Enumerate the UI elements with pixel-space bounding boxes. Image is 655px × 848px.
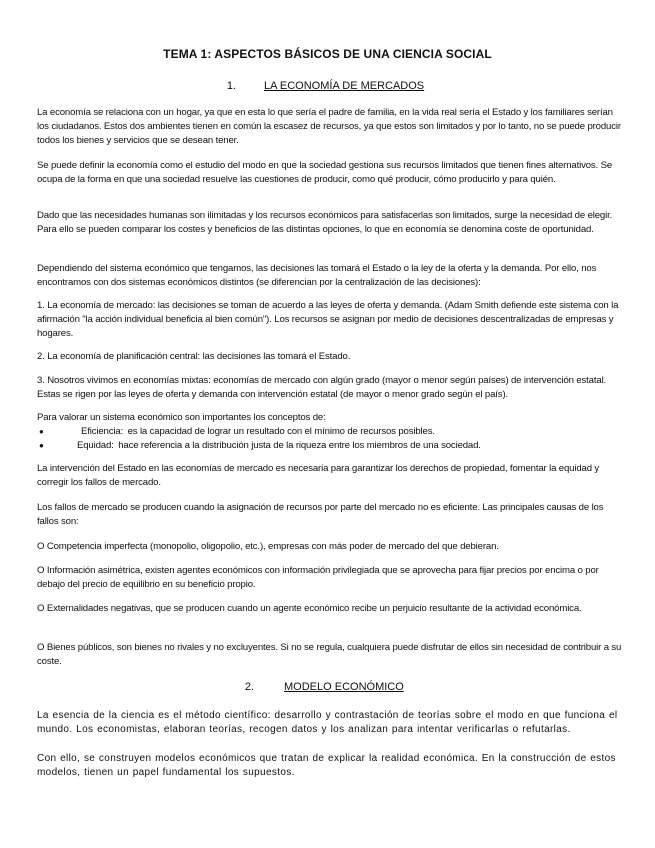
paragraph: Con ello, se construyen modelos económicos que tratan de explicar la realidad económica. En la construcción de estos modelos, tienen un papel fundamental los supuestos. — [37, 753, 616, 779]
section-label: LA ECONOMÍA DE MERCADOS — [264, 80, 425, 92]
paragraph: Se puede definir la economía como el estudio del modo en que la sociedad gestiona sus recursos limitados que tienen fines alternativos. Se ocupa de la forma en que una sociedad resuelve las cuestiones de producir, como qué producir, cómo producirlo y para quién. — [37, 160, 613, 186]
paragraph: O Externalidades negativas, que se producen cuando un agente económico recibe un perjuicio resultante de la actividad económica. — [37, 603, 582, 614]
paragraph: La economía se relaciona con un hogar, ya que en esta lo que sería el padre de familia, en la vida real sería el Estado y los familiares serían los ciudadanos. Estos dos ambientes tienen en común la escasez de recursos, ya que estos son limitados y por lo tanto, no se puede producir todos los bienes y servicios que se desean tener. — [37, 107, 621, 147]
paragraph: La intervención del Estado en las economías de mercado es necesaria para garantizar los derechos de propiedad, fomentar la equidad y corregir los fallos de mercado. — [37, 463, 600, 489]
paragraph: Los fallos de mercado se producen cuando la asignación de recursos por parte del mercado no es eficiente. Las principales causas de los fallos son: — [37, 502, 604, 528]
paragraph: 2. La economía de planificación central: las decisiones las tomará el Estado. — [37, 351, 351, 362]
concept-term: Eficiencia: — [81, 426, 124, 437]
bullet-icon: ● — [39, 441, 44, 451]
concept-definition: hace referencia a la distribución justa de la riqueza entre los miembros de una sociedad. — [118, 440, 481, 452]
paragraph: Dado que las necesidades humanas son ilimitadas y los recursos económicos para satisfacerlas son limitados, surge la necesidad de elegir. Para ello se pueden comparar los costes y beneficios de las distintas opciones, lo que en economía se denomina coste de oportunidad. — [37, 210, 613, 236]
list-item — [37, 439, 627, 453]
paragraph: La esencia de la ciencia es el método científico: desarrollo y contrastación de teorías sobre el modo en que funciona el mundo. Los economistas, elaboran teorías, recogen datos y los analizan para intentar verificarlas o refutarlas. — [37, 710, 618, 736]
section-number: 2. — [244, 681, 254, 693]
concept-list — [37, 425, 627, 453]
list-item — [37, 425, 627, 439]
paragraph: Para valorar un sistema económico son importantes los conceptos de: — [37, 412, 326, 423]
paragraph: O Bienes públicos, son bienes no rivales y no excluyentes. Si no se regula, cualquiera puede disfrutar de ellos sin necesidad de contribuir a su coste. — [37, 642, 622, 668]
paragraph: 3. Nosotros vivimos en economías mixtas: economías de mercado con algún grado (mayor o menor según países) de intervención estatal. Estas se rigen por las leyes de oferta y demanda con intervención estatal (de mayor o menor grado según el país). — [37, 375, 607, 401]
section-number: 1. — [226, 80, 236, 92]
paragraph: O Información asimétrica, existen agentes económicos con información privilegiada que se aprovecha para fijar precios por encima o por debajo del precio de equilibrio en su beneficio propio. — [37, 565, 599, 591]
paragraph: 1. La economía de mercado: las decisiones se toman de acuerdo a las leyes de oferta y demanda. (Adam Smith defiende este sistema con la afirmación "la acción individual beneficia al bien común"). Los recursos se asignan por medio de decisiones descentralizadas de empresas y hogares. — [37, 300, 619, 340]
paragraph: Dependiendo del sistema económico que tengamos, las decisiones las tomará el Estado o la ley de la oferta y la demanda. Por ello, nos encontramos con dos sistemas económicos distintos (se diferencian por la centralización de las decisiones): — [37, 263, 597, 289]
section-label: MODELO ECONÓMICO — [284, 681, 404, 693]
concept-definition: es la capacidad de lograr un resultado con el mínimo de recursos posibles. — [127, 426, 435, 437]
bullet-icon: ● — [39, 427, 44, 436]
paragraph: O Competencia imperfecta (monopolio, oligopolio, etc.), empresas con más poder de mercado del que debieran. — [37, 541, 499, 552]
concept-term: Equidad: — [77, 440, 114, 452]
document-title: TEMA 1: ASPECTOS BÁSICOS DE UNA CIENCIA SOCIAL — [163, 47, 492, 61]
